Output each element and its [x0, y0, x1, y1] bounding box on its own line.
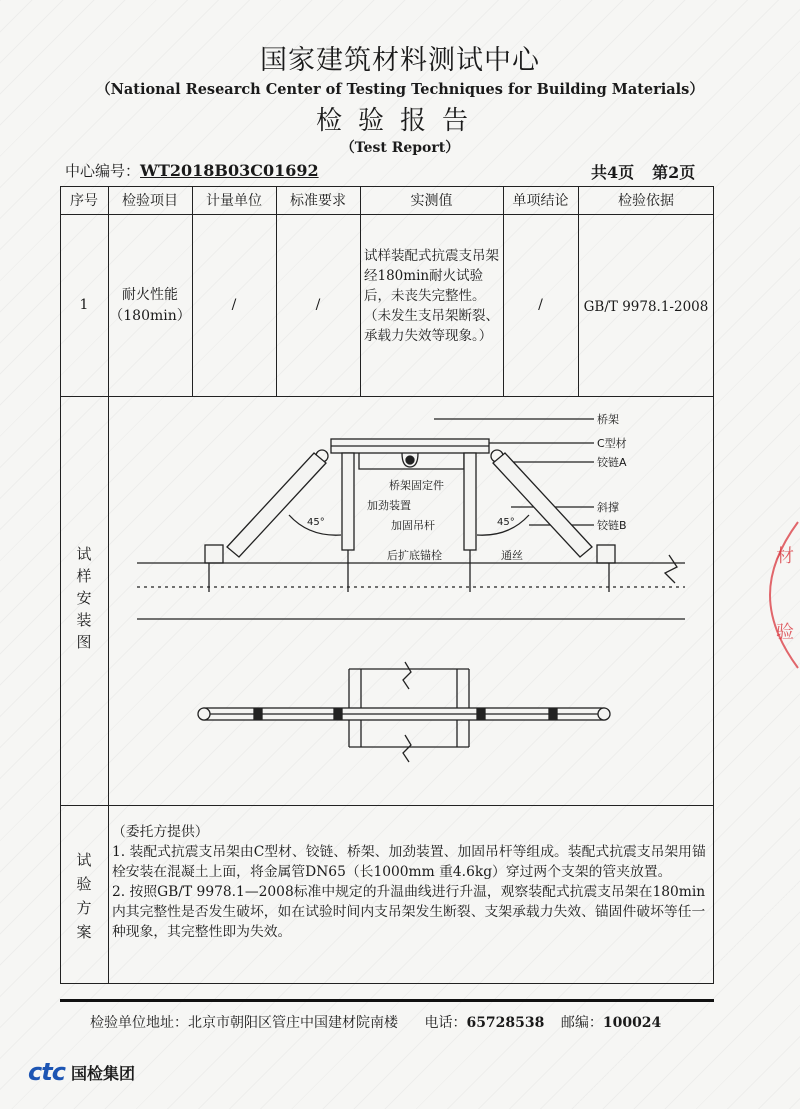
- label-bridge: 桥架: [597, 413, 619, 426]
- label-hinge-b: 铰链B: [597, 519, 627, 532]
- label-brace: 斜撑: [597, 501, 619, 514]
- diagram-side-label: [60, 543, 108, 653]
- col-header-measured: 实测值: [410, 193, 453, 209]
- col-header-item: 检验项目: [122, 193, 178, 209]
- row-basis: GB/T 9978.1-2008: [583, 299, 709, 315]
- label-bridge-fixing: 桥架固定件: [389, 479, 444, 492]
- page-number: 第2页: [652, 163, 696, 182]
- address-label: 检验单位地址：: [90, 1015, 188, 1031]
- report-title-cn: 检验报告: [315, 106, 484, 136]
- center-number-label: 中心编号：: [65, 162, 141, 180]
- label-reinforced-rod: 加固吊杆: [391, 519, 435, 532]
- ctc-logo: [28, 1058, 135, 1086]
- phone-label: 电话：: [424, 1015, 467, 1031]
- scheme-note: （委托方提供）: [112, 824, 209, 840]
- footer: [90, 1012, 661, 1032]
- col-header-no: 序号: [70, 193, 98, 209]
- label-threaded-rod: 通丝: [501, 549, 523, 562]
- header-rule: [60, 214, 714, 215]
- col-divider-4: [360, 186, 361, 396]
- phone: 65728538: [466, 1015, 545, 1031]
- row-requirement: /: [315, 297, 321, 313]
- label-angle-left: 45°: [307, 517, 325, 528]
- seal-char-a: 材: [776, 546, 794, 567]
- postcode-label: 邮编：: [560, 1015, 603, 1031]
- col-header-requirement: 标准要求: [290, 193, 346, 209]
- footer-rule: [60, 999, 714, 1002]
- scheme-paragraph-2: 2. 按照GB/T 9978.1—2008标准中规定的升温曲线进行升温，观察装配式抗震支吊架在180min内其完整性是否发生破坏，如在试验时间内支吊架发生断裂、支架承载力失效、锚固件破坏等任一种现象，其完整性即为失效。: [112, 884, 706, 940]
- installation-diagram: [109, 397, 713, 805]
- ctc-logo-mark: ctc: [28, 1058, 65, 1086]
- label-hinge-a: 铰链A: [597, 456, 627, 469]
- col-divider-6: [578, 186, 579, 396]
- col-divider-3: [276, 186, 277, 396]
- col-header-basis: 检验依据: [618, 193, 674, 209]
- scheme-paragraph-1: 1. 装配式抗震支吊架由C型材、铰链、桥架、加劲装置、加固吊杆等组成。装配式抗震支吊架用锚栓安装在混凝土上面，将金属管DN65（长1000mm 重4.6kg）穿过两个支架的管夹放置。: [112, 844, 706, 880]
- org-title-en: （National Research Center of Testing Techniques for Building Materials）: [96, 81, 704, 98]
- col-header-conclusion: 单项结论: [512, 193, 569, 209]
- row-measured: 试样装配式抗震支吊架经180min耐火试验后，未丧失完整性。（未发生支吊架断裂、承载力失效等现象。）: [364, 248, 499, 344]
- label-c-channel: C型材: [597, 437, 627, 450]
- seal-char-b: 验: [776, 622, 794, 643]
- col-header-unit: 计量单位: [206, 193, 262, 209]
- col-divider-5: [503, 186, 504, 396]
- scheme-side-label-text: 试验方案: [76, 851, 92, 941]
- row-item: [108, 285, 192, 327]
- seal-fragment: [758, 520, 800, 670]
- org-title-cn: 国家建筑材料测试中心: [260, 45, 540, 76]
- address: 北京市朝阳区管庄中国建材院南楼: [188, 1015, 398, 1031]
- total-pages: 共4页: [591, 163, 635, 182]
- report-title-en: （Test Report）: [340, 140, 460, 156]
- row-unit: /: [231, 297, 237, 313]
- row-no: 1: [79, 297, 89, 313]
- col-divider-2: [192, 186, 193, 396]
- label-angle-right: 45°: [497, 517, 515, 528]
- page-info: [585, 160, 695, 183]
- ctc-logo-name: 国检集团: [70, 1063, 135, 1083]
- postcode: 100024: [602, 1015, 662, 1031]
- row-item-line2: （180min）: [109, 308, 191, 324]
- center-number-value: WT2018B03C01692: [140, 161, 319, 180]
- center-number: [65, 160, 319, 181]
- scheme-side-label: [60, 848, 108, 944]
- diagram-side-label-text: 试样安装图: [76, 545, 92, 651]
- label-stiffener: 加劲装置: [367, 499, 411, 512]
- diagram-rule: [60, 805, 714, 806]
- scheme-text: [112, 822, 712, 942]
- row-item-line1: 耐火性能: [122, 287, 178, 303]
- row-conclusion: /: [538, 297, 543, 313]
- label-anchor-bolt: 后扩底锚栓: [387, 549, 442, 562]
